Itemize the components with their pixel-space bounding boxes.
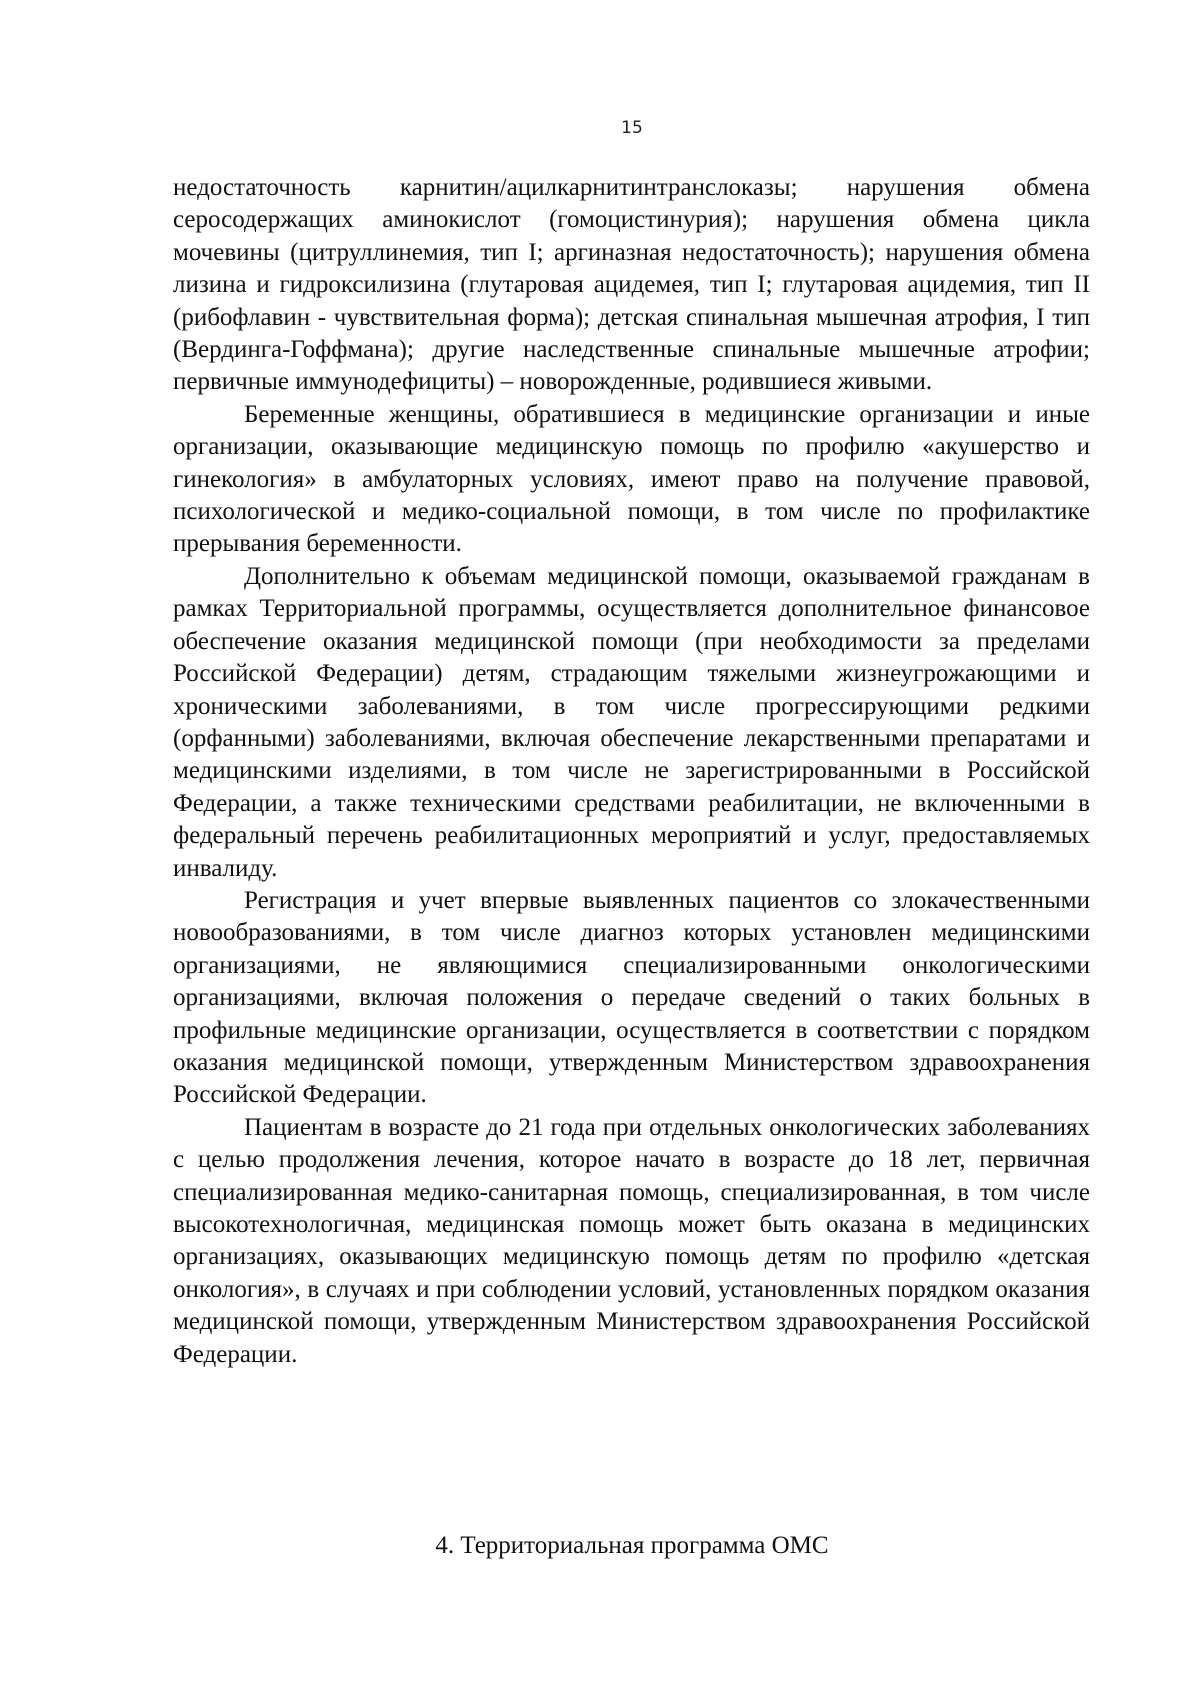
paragraph-oncology-registration: Регистрация и учет впервые выявленных пациентов со злокачественными новообразованиями, в том числе диагноз которых установлен медицинскими организациями, не являющимися специализированными онкологическими организациями, включая положения о передаче сведений о таких больных в профильные медицинские организации, осуществляется в соответствии с порядком оказания медицинской помощи, утвержденным Министерством здравоохранения Российской Федерации.: [173, 886, 1090, 1109]
page-number: 15: [621, 118, 643, 138]
paragraph-patients-under-21: Пациентам в возрасте до 21 года при отдельных онкологических заболеваниях с целью продолжения лечения, которое начато в возрасте до 18 лет, первичная специализированная медико-санитарная помощь, специализированная, в том числе высокотехнологичная, медицинская помощь может быть оказана в медицинских организациях, оказывающих медицинскую помощь детям по профилю «детская онкология», в случаях и при соблюдении условий, установленных порядком оказания медицинской помощи, утвержденным Министерством здравоохранения Российской Федерации.: [173, 1113, 1090, 1368]
paragraph-continuation: недостаточность карнитин/ацилкарнитинтранслоказы; нарушения обмена серосодержащих аминокислот (гомоцистинурия); нарушения обмена цикла мочевины (цитруллинемия, тип I; аргиназная недостаточность); нарушения обмена лизина и гидроксилизина (глутаровая ацидемея, тип I; глутаровая ацидемия, тип II (рибофлавин - чувствительная форма); детская спинальная мышечная атрофия, I тип (Вердинга-Гоффмана); другие наследственные спинальные мышечные атрофии; первичные иммунодефициты) – новорожденные, родившиеся живыми.: [173, 174, 1090, 396]
paragraph-pregnant-women-rights: Беременные женщины, обратившиеся в медицинские организации и иные организации, оказывающие медицинскую помощь по профилю «акушерство и гинекология» в амбулаторных условиях, имеют право на получение правовой, психологической и медико-социальной помощи, в том числе по профилактике прерывания беременности.: [173, 400, 1090, 558]
document-body: [173, 172, 1090, 1371]
section-heading: 4. Территориальная программа ОМС: [435, 1532, 829, 1559]
paragraph-additional-financing: Дополнительно к объемам медицинской помощи, оказываемой гражданам в рамках Территориальной программы, осуществляется дополнительное финансовое обеспечение оказания медицинской помощи (при необходимости за пределами Российской Федерации) детям, страдающим тяжелыми жизнеугрожающими и хроническими заболеваниями, в том числе прогрессирующими редкими (орфанными) заболеваниями, включая обеспечение лекарственными препаратами и медицинскими изделиями, в том числе не зарегистрированными в Российской Федерации, а также техническими средствами реабилитации, не включенными в федеральный перечень реабилитационных мероприятий и услуг, предоставляемых инвалиду.: [173, 562, 1090, 882]
